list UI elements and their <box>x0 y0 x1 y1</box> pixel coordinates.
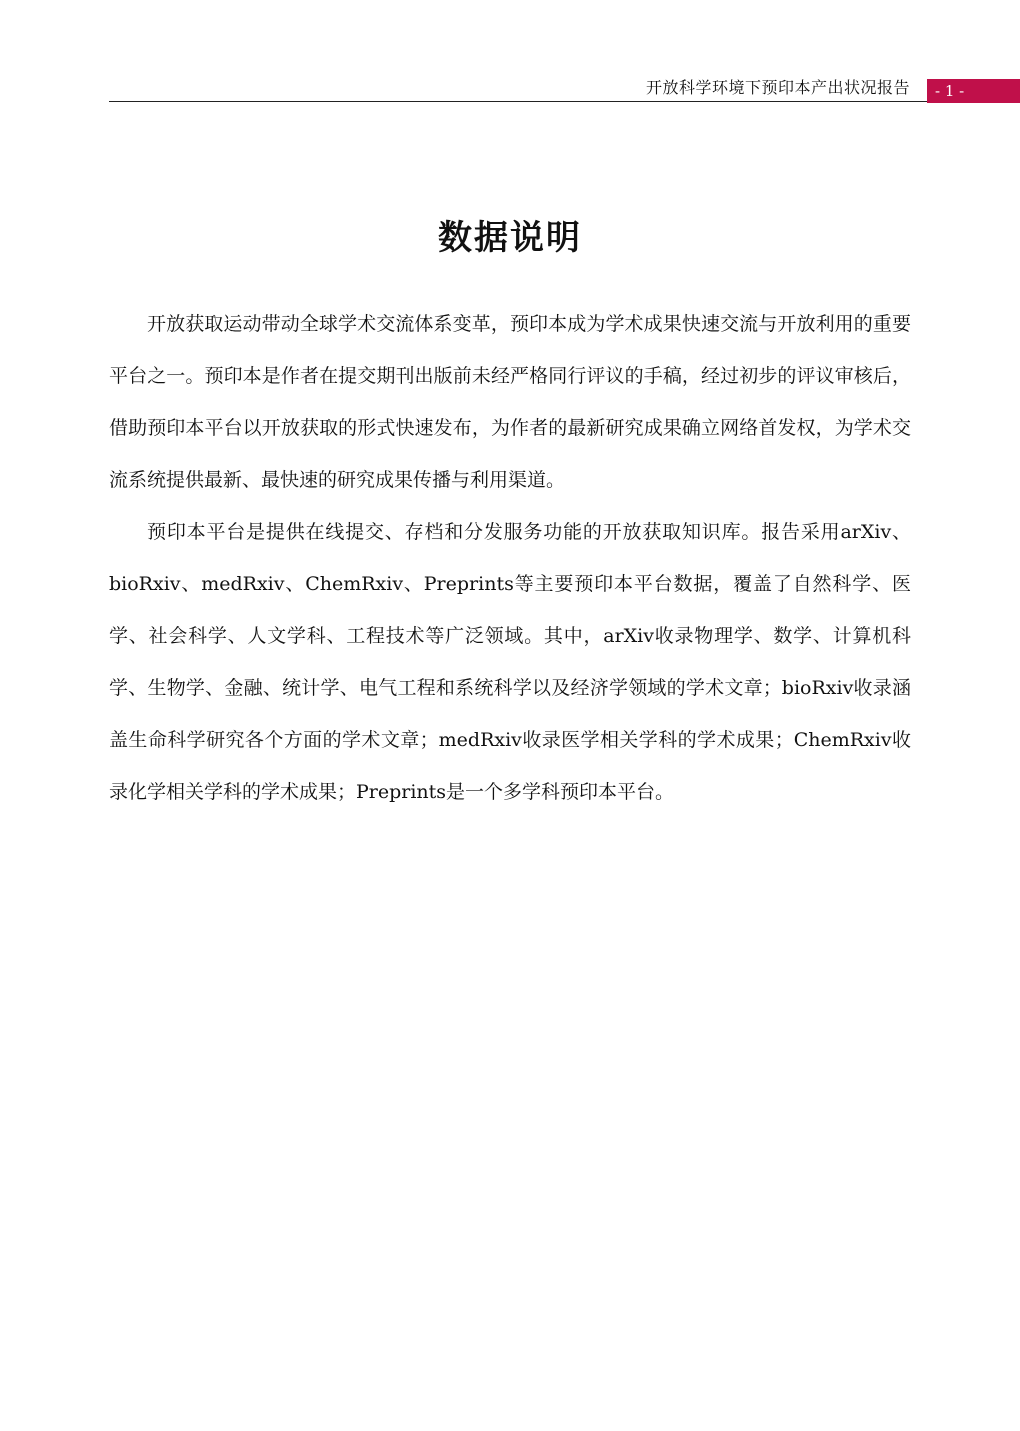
header-divider <box>109 101 927 102</box>
running-header-title: 开放科学环境下预印本产出状况报告 <box>645 78 910 97</box>
page-number-badge <box>927 79 1020 103</box>
paragraph-2: 预印本平台是提供在线提交、存档和分发服务功能的开放获取知识库。报告采用arXiv、bioRxiv、medRxiv、ChemRxiv、Preprints等主要预印本平台数据，覆盖了自然科学、医学、社会科学、人文学科、工程技术等广泛领域。其中，arXiv收录物理学、数学、计算机科学、生物学、金融、统计学、电气工程和系统科学以及经济学领域的学术文章；bioRxiv收录涵盖生命科学研究各个方面的学术文章；medRxiv收录医学相关学科的学术成果；ChemRxiv收录化学相关学科的学术成果；Preprints是一个多学科预印本平台。 <box>109 521 911 803</box>
page-number: - 1 - <box>935 82 965 100</box>
section-title: 数据说明 <box>438 217 582 258</box>
body-text <box>109 298 911 818</box>
page-header <box>0 0 1020 106</box>
paragraph-1: 开放获取运动带动全球学术交流体系变革，预印本成为学术成果快速交流与开放利用的重要平台之一。预印本是作者在提交期刊出版前未经严格同行评议的手稿，经过初步的评议审核后，借助预印本平台以开放获取的形式快速发布，为作者的最新研究成果确立网络首发权，为学术交流系统提供最新、最快速的研究成果传播与利用渠道。 <box>109 313 911 491</box>
